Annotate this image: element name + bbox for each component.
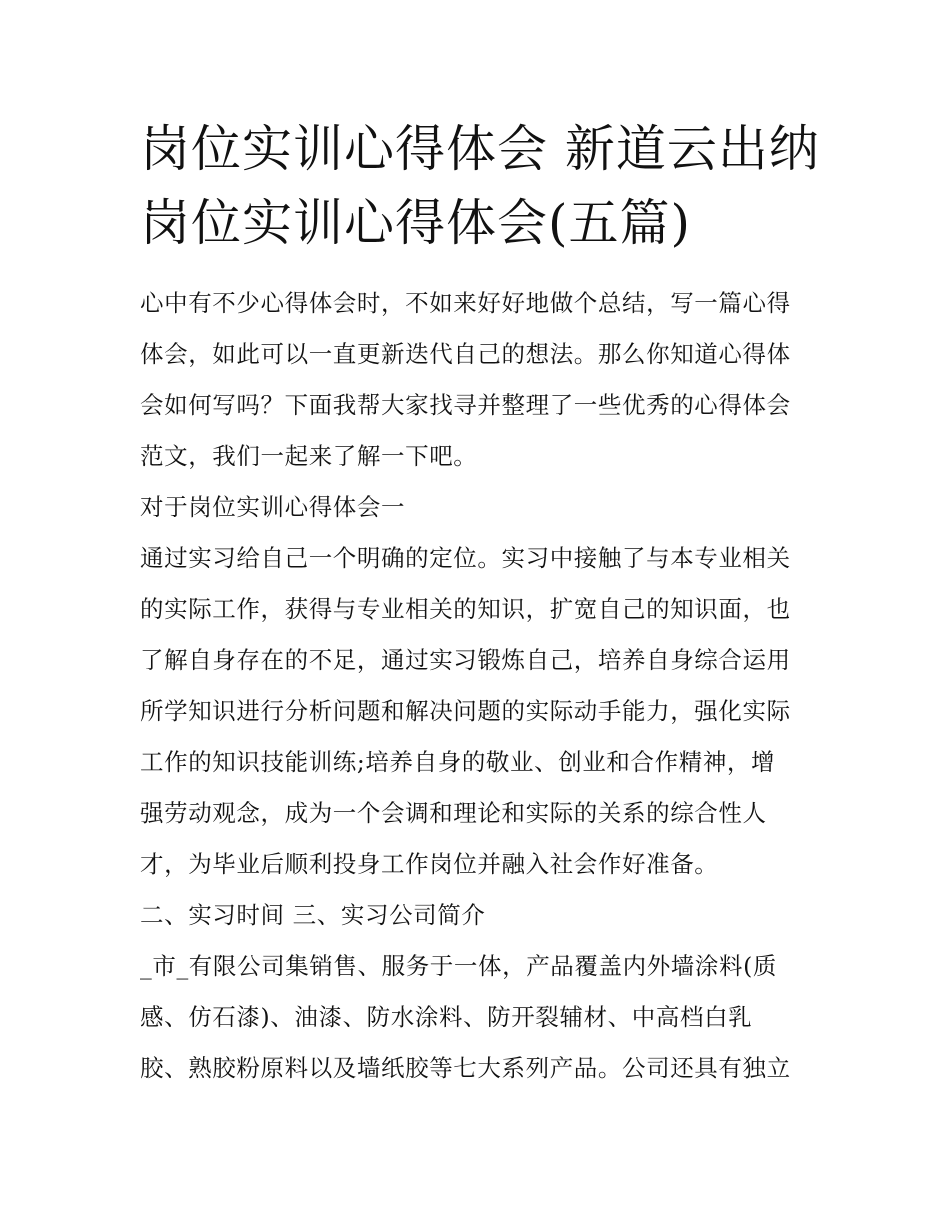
document-body xyxy=(140,278,830,1094)
section-heading: 二、实习时间 三、实习公司简介 xyxy=(140,901,486,929)
body-line: 心中有不少心得体会时，不如来好好地做个总结，写一篇心得 xyxy=(140,289,791,317)
body-line: 所学知识进行分析问题和解决问题的实际动手能力，强化实际 xyxy=(140,697,791,725)
body-line: 会如何写吗？下面我帮大家找寻并整理了一些优秀的心得体会 xyxy=(140,391,791,419)
title-line-1: 岗位实训心得体会 新道云出纳 xyxy=(140,120,820,178)
body-line: _市_有限公司集销售、服务于一体，产品覆盖内外墙涂料(质 xyxy=(140,952,777,980)
body-line: 了解自身存在的不足，通过实习锻炼自己，培养自身综合运用 xyxy=(140,646,791,674)
body-line: 体会，如此可以一直更新迭代自己的想法。那么你知道心得体 xyxy=(140,340,791,368)
section-heading: 对于岗位实训心得体会一 xyxy=(140,493,406,521)
body-line: 范文，我们一起来了解一下吧。 xyxy=(140,442,478,470)
body-line: 强劳动观念，成为一个会调和理论和实际的关系的综合性人 xyxy=(140,799,767,827)
body-line: 通过实习给自己一个明确的定位。实习中接触了与本专业相关 xyxy=(140,544,791,572)
body-line: 胶、熟胶粉原料以及墙纸胶等七大系列产品。公司还具有独立 xyxy=(140,1054,791,1082)
body-line: 工作的知识技能训练;培养自身的敬业、创业和合作精神，增 xyxy=(140,748,776,776)
body-line: 感、仿石漆)、油漆、防水涂料、防开裂辅材、中高档白乳 xyxy=(140,1003,753,1031)
body-line: 才，为毕业后顺利投身工作岗位并融入社会作好准备。 xyxy=(140,850,719,878)
title-line-2: 岗位实训心得体会(五篇) xyxy=(140,194,692,252)
body-line: 的实际工作，获得与专业相关的知识，扩宽自己的知识面，也 xyxy=(140,595,791,623)
document-title xyxy=(140,112,830,260)
